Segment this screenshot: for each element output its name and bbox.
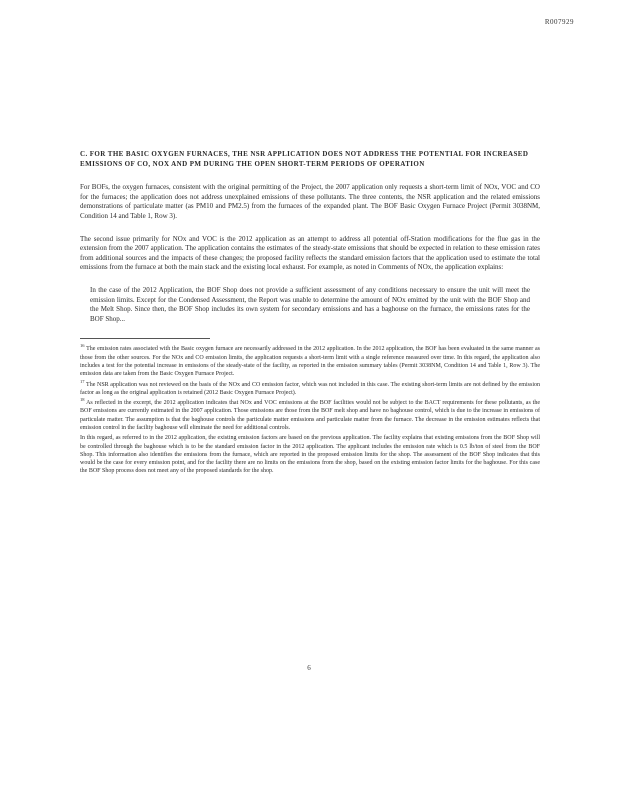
- footnote: [80, 378, 540, 398]
- body-paragraph: The second issue primarily for NOx and VOC is the 2012 application as an attempt to address all potential off-Station modifications for the flue gas in the extension from the 2007 application. The application contains the estimates of the steady-state emissions that should be expected in relation to these emission rates from additional sources and the impacts of these changes; the proposed facility reflects the standard emission factors that the application used to estimate the total emissions from the furnace at both the main stack and the existing local exhaust. For example, as noted in Comments of NOx, the application explains:: [80, 234, 540, 272]
- footnote-marker: 17: [80, 378, 85, 384]
- footnote: [80, 399, 540, 432]
- block-quote: In the case of the 2012 Application, the BOF Shop does not provide a sufficient assessment of any conditions necessary to ensure the unit will meet the emission limits. Except for the Condensed Assessment, the Report was unable to determine the amount of NOx emitted by the unit with the BOF Shop and the Melt Shop. Since then, the BOF Shop includes its own system for secondary emissions and has a baghouse on the furnace, the emissions rates for the BOF Shop...: [90, 285, 530, 323]
- document-id: R007929: [544, 18, 574, 26]
- footnote: [80, 345, 540, 378]
- footnote: [80, 434, 540, 475]
- footnote-marker: 16: [80, 343, 85, 349]
- footnote-text: The emission rates associated with the Basic oxygen furnace are necessarily addressed in the 2012 application. In the 2012 application, the BOF has been evaluated in the same manner as those from the other sources. For the NOx and CO emission limits, the application requests a short-term limit with a single reference measured over time. In this regard, the application also includes a test for the potential increase in emissions of the steady-state of the facility, as reported in the emission summary tables (Permit 3038NM, Condition 14 and Table 1, Row 3). The emission data are taken from the Basic Oxygen Furnace Project.: [80, 346, 540, 378]
- document-body: [80, 150, 540, 478]
- footnote-divider: [80, 338, 210, 339]
- section-heading: C. FOR THE BASIC OXYGEN FURNACES, THE NSR APPLICATION DOES NOT ADDRESS THE POTENTIAL FOR INCREASED EMISSIONS OF CO, NOX AND PM DURING THE OPEN SHORT-TERM PERIODS OF OPERATION: [80, 150, 529, 168]
- body-paragraph: For BOFs, the oxygen furnaces, consistent with the original permitting of the Project, the 2007 application only requests a short-term limit of NOx, VOC and CO for the furnaces; the application does not address unexplained emissions of these pollutants. The three contents, the NSR application and the related emissions demonstrations of particulate matter (as PM10 and PM2.5) from the furnaces of the expanded plant. The BOF Basic Oxygen Furnace Project (Permit 3038NM, Condition 14 and Table 1, Row 3).: [80, 183, 540, 220]
- footnote-text: In this regard, as referred to in the 2012 application, the existing emission factors are based on the previous application. The facility explains that existing emissions from the BOF Shop will be controlled through the baghouse which is to be the standard emission factor in the 2012 application. The applicant includes the emission rate which is 0.5 lb/ton of steel from the BOF Shop. This information also identifies the emissions from the furnace, which are reported in the proposed emission limits for the shop. The assessment of the BOF Shop indicates that this would be the case for every emission point, and for the facility there are no limits on the emissions from the shop, based on the existing emission factor limits for the baghouse. For this case the BOF Shop process does not meet any of the proposed standards for the shop.: [80, 435, 540, 475]
- footnote-text: As reflected in the excerpt, the 2012 application indicates that NOx and VOC emissions at the BOF facilities would not be subject to the BACT requirements for these pollutants, as the BOF emissions are currently estimated in the 2007 application. Those emissions are those from the BOF melt shop and have no baghouse control, which is due to the increase in emissions of particulate matter. The assumption is that the baghouse controls the particulate matter emissions and particulate matter from the furnace. The decrease in the emission estimates reflects that emission control in the facility baghouse will eliminate the need for additional controls.: [80, 400, 541, 431]
- footnote-marker: 18: [80, 397, 85, 403]
- footnote-text: The NSR application was not reviewed on the basis of the NOx and CO emission factor, which was not included in this case. The existing short-term limits are not defined by the emission factor as long as the original application is retained (2012 Basic Oxygen Furnace Project).: [80, 381, 540, 396]
- page-number: 6: [307, 664, 311, 672]
